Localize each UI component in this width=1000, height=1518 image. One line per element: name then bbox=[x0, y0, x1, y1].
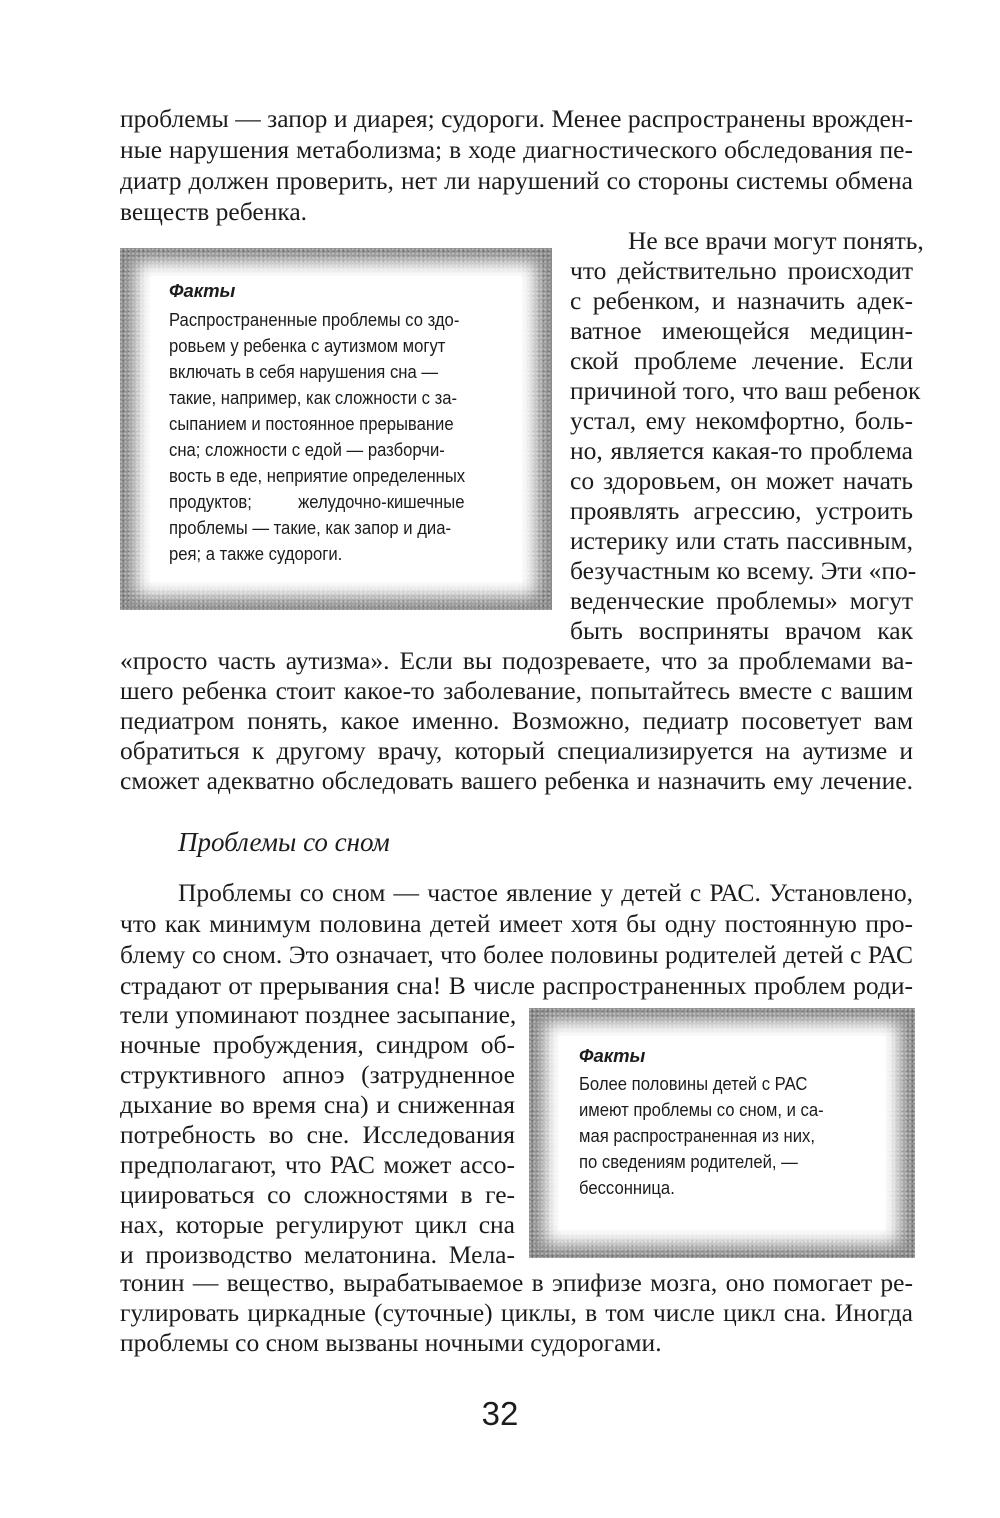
fact-line: такие, например, как сложности с за- bbox=[169, 387, 458, 408]
fact-line: включать в себя нарушения сна — bbox=[169, 361, 439, 382]
text-line: что действительно происходит bbox=[570, 256, 913, 285]
fact-line: рея; а также судороги. bbox=[169, 543, 343, 564]
fact-line: сыпанием и постоянное прерывание bbox=[169, 413, 454, 434]
fact-line: Распространенные проблемы со здо- bbox=[169, 309, 460, 330]
text-line: веденческие проблемы» могут bbox=[570, 586, 913, 615]
text-line: тонин — вещество, вырабатываемое в эпифизе мозга, оно помогает ре- bbox=[120, 1268, 913, 1297]
fact-line: по сведениям родителей, — bbox=[579, 1151, 798, 1172]
text-line: ской проблеме лечение. Если bbox=[570, 346, 913, 375]
page-number: 32 bbox=[481, 1395, 519, 1432]
text-line: безучастным ко всему. Эти «по- bbox=[570, 556, 917, 585]
fact-line: бессонница. bbox=[579, 1177, 675, 1198]
text-line: страдают от прерывания сна! В числе распространенных проблем роди- bbox=[120, 971, 913, 1000]
text-line: что как минимум половина детей имеет хотя бы одну постоянную про- bbox=[120, 909, 913, 938]
text-line: диатр должен проверить, нет ли нарушений со стороны системы обмена bbox=[120, 166, 913, 195]
text-line: ночные пробуждения, синдром об- bbox=[120, 1030, 515, 1059]
text-line: веществ ребенка. bbox=[120, 197, 308, 226]
text-line: педиатром понять, какое именно. Возможно, педиатр посоветует вам bbox=[120, 706, 913, 735]
text-line: потребность во сне. Исследования bbox=[120, 1120, 515, 1149]
text-line: быть восприняты врачом как bbox=[570, 616, 913, 645]
text-line: проявлять агрессию, устроить bbox=[570, 496, 913, 525]
text-line: со здоровьем, он может начать bbox=[570, 466, 913, 495]
text-line: блему со сном. Это означает, что более половины родителей детей с РАС bbox=[120, 940, 913, 969]
fact-line: мая распространенная из них, bbox=[579, 1125, 815, 1146]
text-line: сможет адекватно обследовать вашего ребенка и назначить ему лечение. bbox=[120, 766, 913, 795]
text-line: дыхание во время сна) и сниженная bbox=[120, 1090, 515, 1119]
fact-box-title: Факты bbox=[169, 280, 236, 301]
fact-line: имеют проблемы со сном, и са- bbox=[579, 1099, 824, 1120]
text-line: обратиться к другому врачу, который специализируется на аутизме и bbox=[120, 736, 913, 765]
fact-box-title: Факты bbox=[579, 1045, 646, 1066]
text-line: и производство мелатонина. Мела- bbox=[120, 1240, 515, 1269]
text-line: причиной того, что ваш ребенок bbox=[570, 376, 921, 405]
section-heading: Проблемы со сном bbox=[178, 827, 390, 857]
text-line: проблемы — запор и диарея; судороги. Менее распространены врожден- bbox=[120, 104, 913, 133]
text-line: ватное имеющейся медицин- bbox=[570, 316, 913, 345]
text-line: Проблемы со сном — частое явление у детей с РАС. Установлено, bbox=[178, 878, 913, 907]
text-line: Не все врачи могут понять, bbox=[628, 226, 924, 255]
text-line: устал, ему некомфортно, боль- bbox=[570, 406, 913, 435]
text-line: шего ребенка стоит какое-то заболевание, попытайтесь вместе с вашим bbox=[120, 676, 913, 705]
text-line: ные нарушения метаболизма; в ходе диагностического обследования пе- bbox=[120, 135, 913, 164]
fact-line: Более половины детей с РАС bbox=[579, 1073, 808, 1094]
fact-line: вость в еде, неприятие определенных bbox=[169, 465, 466, 486]
fact-line: ровьем у ребенка с аутизмом могут bbox=[169, 335, 446, 356]
text-line: «просто часть аутизма». Если вы подозреваете, что за проблемами ва- bbox=[120, 646, 913, 675]
fact-line: сна; сложности с едой — разборчи- bbox=[169, 439, 445, 460]
fact-box-sleep bbox=[529, 1008, 915, 1258]
fact-line: продуктов; желудочно-кишечные bbox=[169, 491, 465, 512]
text-line: циироваться со сложностями в ге- bbox=[120, 1180, 515, 1209]
text-line: тели упоминают позднее засыпание, bbox=[120, 1000, 517, 1029]
text-line: нах, которые регулируют цикл сна bbox=[120, 1210, 515, 1239]
text-line: но, является какая-то проблема bbox=[570, 436, 913, 465]
fact-box-health bbox=[120, 248, 552, 610]
text-line: предполагают, что РАС может ассо- bbox=[120, 1150, 515, 1179]
text-line: истерику или стать пассивным, bbox=[570, 526, 913, 555]
text-line: структивного апноэ (затрудненное bbox=[120, 1060, 515, 1089]
text-line: проблемы со сном вызваны ночными судорогами. bbox=[120, 1328, 662, 1357]
text-line: с ребенком, и назначить адек- bbox=[570, 286, 913, 315]
fact-line: проблемы — такие, как запор и диа- bbox=[169, 517, 452, 538]
text-line: гулировать циркадные (суточные) циклы, в том числе цикл сна. Иногда bbox=[120, 1298, 913, 1327]
